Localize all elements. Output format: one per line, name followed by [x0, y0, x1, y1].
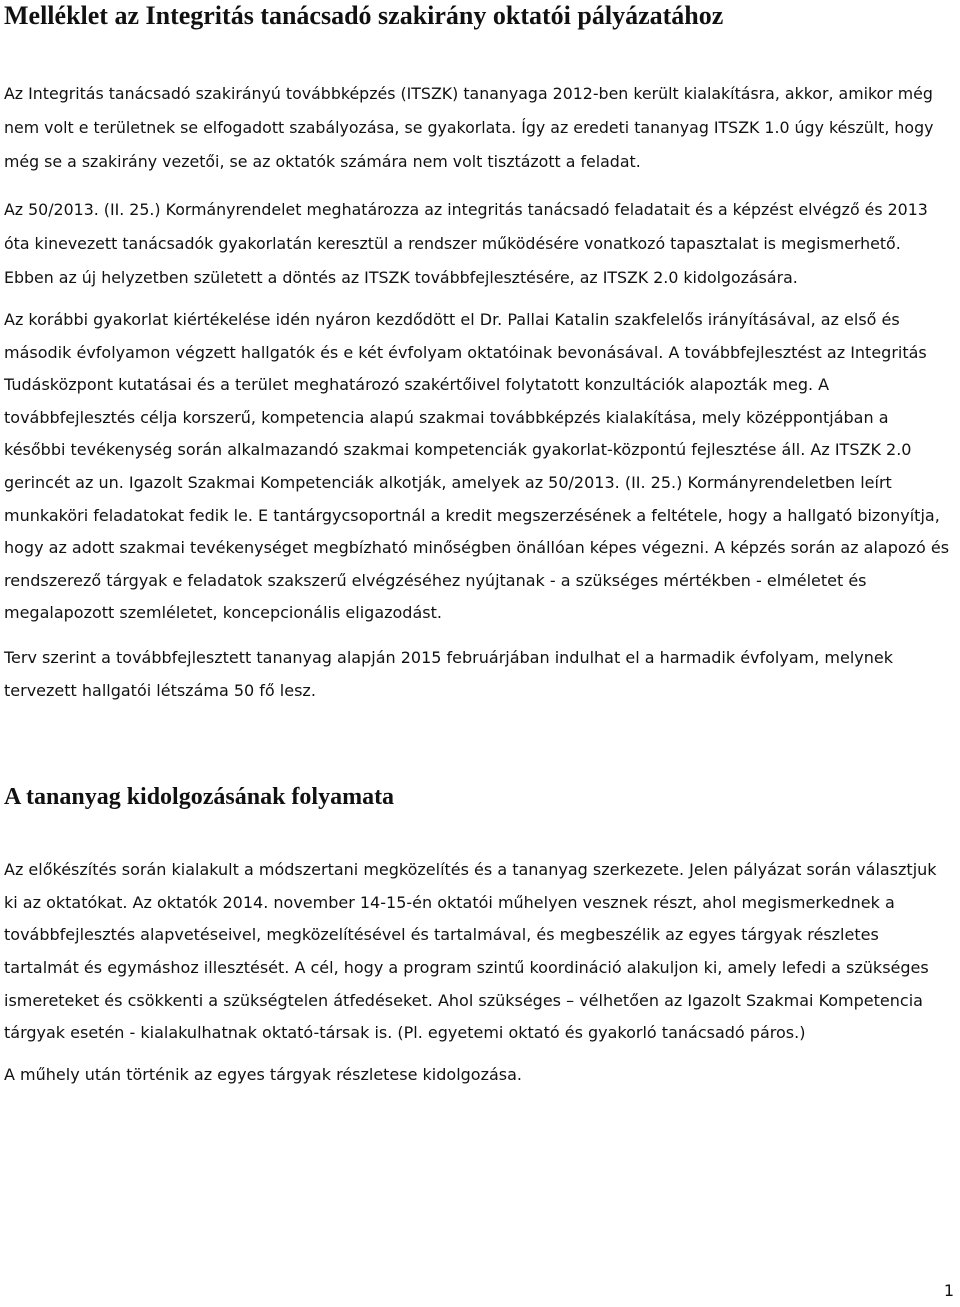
section-title: A tananyag kidolgozásának folyamata [4, 784, 395, 811]
workshop-paragraph: A műhely után történik az egyes tárgyak részletese kidolgozása. [4, 1064, 523, 1084]
document-title: Melléklet az Integritás tanácsadó szakirány oktatói pályázatához [4, 1, 724, 30]
page-number: 1 [943, 1281, 954, 1300]
evaluation-paragraph: Az korábbi gyakorlat kiértékelése idén nyáron kezdődött el Dr. Pallai Katalin szakfelelős irányításával, az első és második évfolyamon végzett hallgatók és e két évfolyam oktatóinak bevonásával. A továbbfejlesztést az Integritás Tudásközpont kutatásai és a terület meghatározó szakértőivel folytatott konzultációk alapozták meg. A továbbfejlesztés célja korszerű, kompetencia alapú szakmai továbbképzés kialakítása, mely középpontjában a későbbi tevékenység során alkalmazandó szakmai kompetenciák gyakorlat-központú fejlesztése áll. Az ITSZK 2.0 gerincét az un. Igazolt Szakmai Kompetenciák alkotják, amelyek az 50/2013. (II. 25.) Kormányrendeletben leírt munkaköri feladatokat fedik le. E tantárgycsoportnál a kredit megszerzésének a feltétele, hogy a hallgató bizonyítja, hogy az adott szakmai tevékenységet megbízható minőségben önállóan képes végezni. A képzés során az alapozó és rendszerező tárgyak e feladatok szakszerű elvégzéséhez nyújtanak - a szükséges mértékben - elméletet és megalapozott szemléletet, koncepcionális eligazodást. [4, 310, 950, 623]
regulation-paragraph: Az 50/2013. (II. 25.) Kormányrendelet meghatározza az integritás tanácsadó feladatait és a képzést elvégző és 2013 óta kinevezett tanácsadók gyakorlatán keresztül a rendszer működésére vonatkozó tapasztalat is megismerhető. Ebben az új helyzetben született a döntés az ITSZK továbbfejlesztésére, az ITSZK 2.0 kidolgozására. [4, 200, 928, 287]
document-page [4, 0, 954, 1091]
intro-paragraph: Az Integritás tanácsadó szakirányú továbbképzés (ITSZK) tananyaga 2012-ben került kialakításra, akkor, amikor még nem volt e területnek se elfogadott szabályozása, se gyakorlata. Így az eredeti tananyag ITSZK 1.0 úgy készült, hogy még se a szakirány vezetői, se az oktatók számára nem volt tisztázott a feladat. [4, 84, 934, 171]
plan-paragraph: Terv szerint a továbbfejlesztett tananyag alapján 2015 februárjában indulhat el a harmadik évfolyam, melynek tervezett hallgatói létszáma 50 fő lesz. [4, 647, 893, 700]
process-paragraph: Az előkészítés során kialakult a módszertani megközelítés és a tananyag szerkezete. Jelen pályázat során választjuk ki az oktatókat. Az oktatók 2014. november 14-15-én oktatói műhelyen vesznek részt, ahol megismerkednek a továbbfejlesztés alapvetéseivel, megközelítésével és tartalmával, és megbeszélik az egyes tárgyak részletes tartalmát és egymáshoz illesztését. A cél, hogy a program szintű koordináció alakuljon ki, amely lefedi a szükséges ismereteket és csökkenti a szükségtelen átfedéseket. Ahol szükséges – vélhetően az Igazolt Szakmai Kompetencia tárgyak esetén - kialakulhatnak oktató-társak is. (Pl. egyetemi oktató és gyakorló tanácsadó páros.) [4, 860, 937, 1043]
